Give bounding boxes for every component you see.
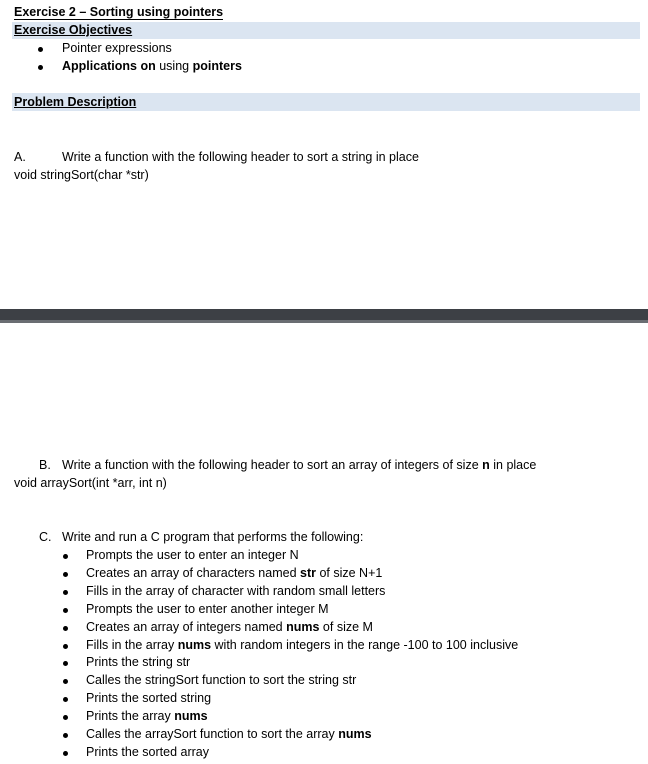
exercise-title: Exercise 2 – Sorting using pointers (14, 5, 224, 19)
list-item (86, 745, 209, 759)
part-a-label: A. (14, 150, 26, 164)
list-item (86, 655, 190, 669)
list-item (86, 584, 385, 598)
list-item-text: Creates an array of characters named (86, 565, 300, 580)
list-item-text: Prints the array (86, 709, 175, 724)
list-item-text-post: of size M (319, 619, 373, 634)
part-b-signature: void arraySort(int *arr, int n) (14, 476, 167, 490)
part-b-text-pre: Write a function with the following header to sort an array of integers of size (62, 458, 483, 472)
list-item-bold: nums (286, 619, 320, 634)
part-c-text: Write and run a C program that performs the following: (62, 530, 364, 544)
list-bullet (63, 733, 68, 738)
list-item-text: Fills in the array of character with random small letters (86, 583, 386, 598)
list-bullet (63, 751, 68, 756)
list-item-text: Prints the string str (86, 655, 191, 670)
problem-heading: Problem Description (14, 95, 137, 109)
list-item-bold: str (300, 565, 316, 580)
list-item-text: Prompts the user to enter another integer M (86, 601, 329, 616)
list-item (86, 673, 356, 687)
list-item-text: Prints the sorted string (86, 691, 212, 706)
list-item (86, 548, 299, 562)
list-bullet (63, 715, 68, 720)
part-b-text-bold: n (482, 458, 490, 472)
part-a-text: Write a function with the following header to sort a string in place (62, 150, 419, 164)
list-bullet (63, 590, 68, 595)
list-bullet (63, 572, 68, 577)
list-item-text: Calles the stringSort function to sort the string str (86, 673, 357, 688)
list-bullet (63, 644, 68, 649)
list-bullet (63, 608, 68, 613)
part-b-label: B. (39, 458, 51, 472)
objective-bold-1: Applications on (62, 59, 156, 73)
list-bullet (63, 697, 68, 702)
part-b-text (62, 458, 536, 472)
objective-bullet (38, 47, 43, 52)
list-item-text: Creates an array of integers named (86, 619, 287, 634)
list-bullet (63, 554, 68, 559)
list-item (86, 727, 372, 741)
part-c-label: C. (39, 530, 52, 544)
objective-item (62, 59, 242, 73)
part-b-text-post: in place (489, 458, 537, 472)
list-item-bold: nums (338, 727, 372, 741)
list-item-text: Calles the arraySort function to sort the array (86, 727, 339, 741)
list-item (86, 620, 373, 634)
list-item-text: Fills in the array (86, 637, 178, 652)
list-item-text: Prints the sorted array (86, 744, 209, 759)
list-item-text: Prompts the user to enter an integer N (86, 548, 299, 562)
list-item-text-post: with random integers in the range -100 to 100 inclusive (211, 637, 519, 652)
list-bullet (63, 661, 68, 666)
list-item-bold: nums (174, 709, 208, 724)
list-item (86, 709, 208, 723)
list-item-text-post: of size N+1 (315, 565, 383, 580)
list-bullet (63, 679, 68, 684)
objectives-heading: Exercise Objectives (14, 23, 133, 37)
list-item (86, 638, 518, 652)
list-item (86, 566, 382, 580)
objective-bullet (38, 65, 43, 70)
list-item (86, 691, 211, 705)
objective-bold-2: pointers (192, 59, 242, 73)
objective-item: Pointer expressions (62, 41, 172, 55)
part-a-signature: void stringSort(char *str) (14, 168, 149, 182)
list-item (86, 602, 329, 616)
objective-mid: using (155, 59, 193, 73)
list-bullet (63, 626, 68, 631)
list-item-bold: nums (177, 637, 212, 652)
page-divider (0, 309, 648, 323)
